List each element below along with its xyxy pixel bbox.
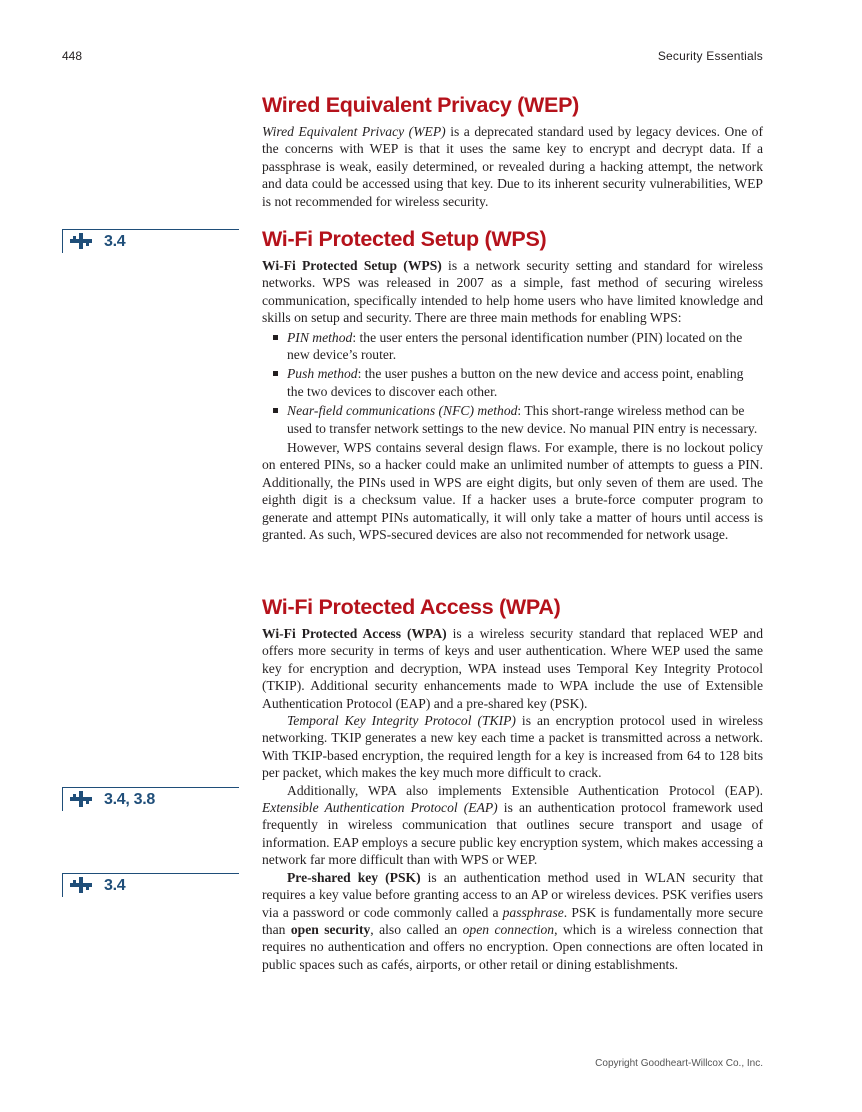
standards-marker-code: 3.4 [104,233,126,250]
standards-marker-code: 3.4 [104,877,126,894]
standards-marker-code: 3.4, 3.8 [104,791,155,808]
copyright-footer: Copyright Goodheart-Willcox Co., Inc. [595,1058,763,1069]
wps-flaws-paragraph: However, WPS contains several design flaws. For example, there is no lockout policy on entered PINs, so a hacker could make an unlimited number of attempts to guess a PIN. Additionally, the PINs used in WPS are eight digits, but only seven of them are used. The eighth digit is a checksum value. If a hacker uses a brute-force computer program to generate and attempt PINs automatically, it will only take a matter of hours until access is granted. As such, WPS-secured devices are also not recommended for network usage. [262,440,763,543]
wps-term: Wi-Fi Protected Setup (WPS) [262,258,442,273]
correlation-plus-icon [70,877,92,893]
wpa-term: Wi-Fi Protected Access (WPA) [262,626,447,641]
section-wps [262,226,763,544]
correlation-plus-icon [70,233,92,249]
running-title: Security Essentials [657,49,763,63]
wps-paragraph: Wi-Fi Protected Setup (WPS) is a network security setting and standard for wireless networks. WPS was released in 2007 as a simple, fast method of securing wireless communication, specifically intended to help home users who have limited knowledge and skills on setup and security. There are three main methods for enabling WPS: [262,258,763,326]
list-item: Push method: the user pushes a button on the new device and access point, enabling the two devices to discover each other. [287,365,763,400]
section-wep [262,92,763,210]
wps-methods-list [262,329,763,437]
wep-term: Wired Equivalent Privacy (WEP) [262,124,446,139]
standards-marker-psk [62,873,239,897]
wep-paragraph: Wired Equivalent Privacy (WEP) is a deprecated standard used by legacy devices. One of the concerns with WEP is that it uses the same key to encrypt and decrypt data. If a passphrase is weak, easily determined, or revealed during a hacking attempt, the network and data could be accessed using that key. Due to its inherent security vulnerabilities, WEP is not recommended for wireless security. [262,124,763,209]
page-number: 448 [62,49,83,63]
tkip-paragraph: Temporal Key Integrity Protocol (TKIP) is an encryption protocol used in wireless networking. TKIP generates a new key each time a packet is transmitted across a network. With TKIP-based encryption, the required length for a key is increased from 64 to 128 bits per packet, which makes the key much more difficult to crack. [262,713,764,781]
standards-marker-eap [62,787,239,811]
standards-marker-wps [62,229,239,253]
wpa-paragraph: Wi-Fi Protected Access (WPA) is a wireless security standard that replaced WEP and offers more security in terms of keys and user authentication. Where WEP used the same key for encryption and decryption, WPA instead uses Temporal Key Integrity Protocol (TKIP). Additional security enhancements made to WPA include the use of Extensible Authentication Protocol (EAP) and a pre-shared key (PSK). [262,626,763,711]
psk-paragraph: Pre-shared key (PSK) is an authentication method used in WLAN security that requires a key value before granting access to an AP or wireless devices. PSK verifies users via a password or code commonly called a passphrase. PSK is fundamentally more secure than open security, also called an open connection, which is a wireless connection that requires no authentication and offers no encryption. Open connections are often located in public spaces such as cafés, airports, or other retail or dining establishments. [262,869,763,972]
section-wpa [262,594,763,973]
list-item: PIN method: the user enters the personal identification number (PIN) located on the new device’s router. [287,329,763,364]
list-item: Near-field communications (NFC) method: This short-range wireless method can be used to transfer network settings to the new device. No manual PIN entry is necessary. [287,402,763,437]
section-title-wps: Wi-Fi Protected Setup (WPS) [262,227,547,251]
eap-paragraph: Additionally, WPA also implements Extensible Authentication Protocol (EAP). Extensible Authentication Protocol (EAP) is an authentication protocol framework used frequently in wireless communication that outlines secure transport and usage of information. EAP employs a secure public key encryption system, which makes accessing a network far more difficult than with WPS or WEP. [262,782,763,868]
section-title-wep: Wired Equivalent Privacy (WEP) [262,93,579,117]
section-title-wpa: Wi-Fi Protected Access (WPA) [262,595,561,619]
correlation-plus-icon [70,791,92,807]
